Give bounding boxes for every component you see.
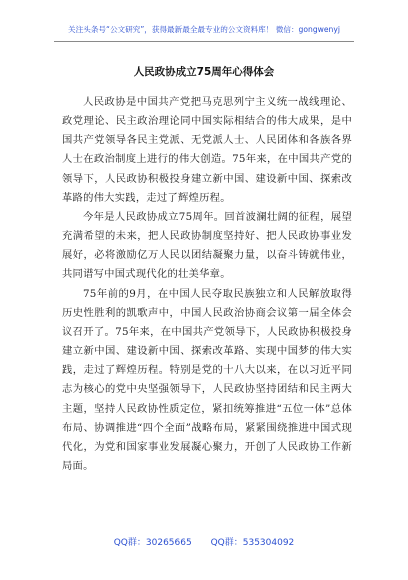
body-paragraph-3: 75年前的9月，在中国人民夺取民族独立和人民解放取得历史性胜利的凯歌声中，中国人民政治协商会议第一届全体会议召开了。75年来，在中国共产党领导下，人民政协积极投身建立新中国、建设新中国、探索改革路、实现中国梦的伟大实践，走过了辉煌历程。特别是党的十八大以来，在以习近平同志为核心的党中央坚强领导下，人民政协坚持团结和民主两大主题，坚持人民政协性质定位，紧扣统筹推进“五位一体”总体布局、协调推进“四个全面”战略布局，紧紧围绕推进中国式现代化，为党和国家事业发展凝心聚力，开创了人民政协工作新局面。 (62, 287, 352, 472)
body-paragraph-1: 人民政协是中国共产党把马克思列宁主义统一战线理论、政党理论、民主政治理论同中国实际相结合的伟大成果，是中国共产党领导各民主党派、无党派人士、人民团体和各族各界人士在政治制度上进行的伟大创造。75年来，在中国共产党的领导下，人民政协积极投身建立新中国、建设新中国、探索改革路的伟大实践，走过了辉煌历程。 (62, 96, 352, 204)
body-paragraph-2: 今年是人民政协成立75周年。回首波澜壮阔的征程，展望充满希望的未来，把人民政协制度坚持好、把人民政协事业发展好，必将激励亿万人民以团结凝聚力量，以奋斗铸就伟业，共同谱写中国式现代化的壮美华章。 (62, 210, 352, 281)
document-title: 人民政协成立75周年心得体会 (133, 66, 275, 78)
header-promo-text: 关注头条号“公文研究”，获得最新最全最专业的公文资料库！ 微信：gongwenyj (68, 25, 340, 34)
header-divider (54, 41, 354, 42)
footer-qq-group-2: QQ群：535304092 (210, 538, 295, 548)
footer-qq-group-1: QQ群：30265665 (113, 538, 192, 548)
document-body (62, 93, 352, 476)
footer-contact (0, 535, 408, 548)
